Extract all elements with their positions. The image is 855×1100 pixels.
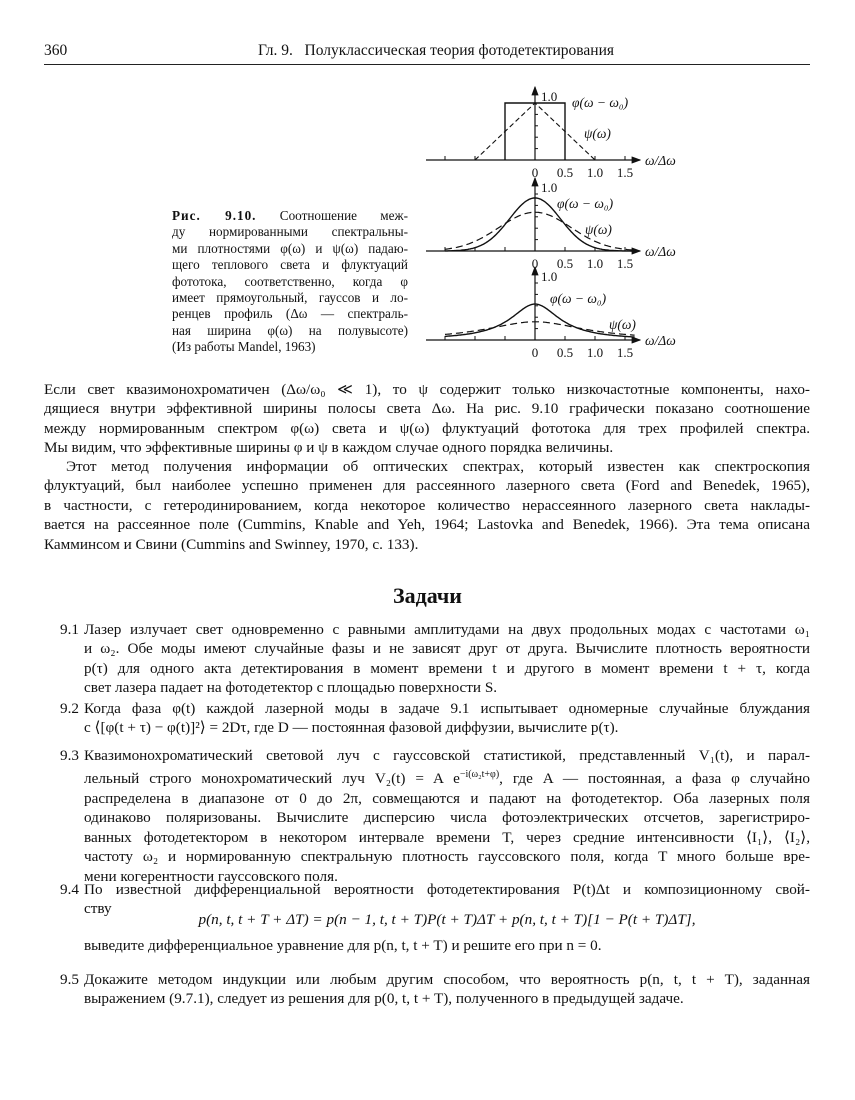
text-line: в частности, с гетеродинированием, когда некоторое количество нерассеянного лазерного света наклады- [44, 496, 810, 514]
text-line: Этот метод получения информации об оптических спектрах, который известен как спектроскопия [66, 458, 810, 475]
text-line: одинаково поляризованы. Вычислите дисперсию числа фотоэлектрических отсчетов, зарегистриро- [84, 809, 810, 827]
text-line: p(τ) для одного акта детектирования в момент времени t и другого в момент времени t + τ, когда [84, 659, 810, 677]
x-tick-label: 1.5 [616, 256, 634, 271]
text-fragment: , где A — постоянная, а фаза φ случайно [499, 770, 810, 788]
text-line [84, 765, 810, 788]
section-heading: Задачи [393, 583, 462, 608]
phi-curve [445, 304, 635, 337]
text-line: флуктуаций, был наиболее успешно применен для рассеянного лазерного света (Ford and Benedek, 1965), [44, 477, 810, 495]
equation: p(n, t, t + T + ΔT) = p(n − 1, t, t + T)P(t + T)ΔT + p(n, t, t + T)[1 − P(t + T)ΔT], [198, 911, 696, 928]
caption-label: Рис. 9.10. [172, 208, 257, 223]
caption-line: Соотношение меж- [256, 208, 408, 223]
problem-9-1 [84, 620, 810, 698]
caption-line: фототока, соответственно, когда φ [172, 273, 408, 289]
problem-9-4-continuation [84, 936, 810, 955]
text-line: Квазимонохроматический световой луч с гауссовской статистикой, представленный V₁(t), и парал- [84, 747, 810, 764]
running-title: Гл. 9. Полуклассическая теория фотодетектирования [258, 42, 615, 59]
psi-label: ψ(ω) [585, 222, 612, 237]
x-tick-label: 1.0 [586, 256, 604, 271]
exponent: −i(ω₂t+φ) [459, 769, 500, 781]
text-line: ванных фотодетектором в некотором интервале времени T, через средние интенсивности ⟨I₁⟩, ⟨I₂⟩, [84, 828, 810, 846]
x-axis-label: ω/Δω [645, 153, 676, 168]
text-line: Если свет квазимонохроматичен (Δω/ω₀ ≪ 1), то ψ содержит только низкочастотные компоненты, нахо- [44, 381, 810, 398]
text-line: выражением (9.7.1), следует из решения для p(0, t, t + T), полученного в предыдущей задаче. [84, 990, 684, 1008]
caption-line: ми плотностями φ(ω) и ψ(ω) падаю- [172, 240, 408, 256]
x-tick-label: 0 [531, 165, 539, 180]
problem-number: 9.5 [60, 971, 79, 988]
y-tick-label: 1.0 [541, 269, 558, 284]
psi-label: ψ(ω) [609, 317, 636, 332]
text-line: и ω₂. Обе моды имеют случайные фазы и не зависят друг от друга. Вычислите плотность вероятности [84, 640, 810, 658]
text-line: Докажите методом индукции или любым другим способом, что вероятность p(n, t, t + T), заданная [84, 971, 810, 988]
x-axis-label: ω/Δω [645, 333, 676, 348]
text-line: Когда фаза φ(t) каждой лазерной моды в задаче 9.1 испытывает одномерные случайные блуждания [84, 700, 810, 717]
text-line: распределена в диапазоне от 0 до 2π, совмещаются и падают на фотодетектор. Оба лазерных поля [84, 789, 810, 807]
figure-caption [172, 208, 408, 356]
x-tick-label: 1.5 [616, 165, 634, 180]
caption-line: ду нормированными спектральны- [172, 224, 408, 240]
text-line: вается на рассеянное поле (Cummins, Knable and Yeh, 1964; Lastovka and Benedek, 1966). Эта тема описана [44, 516, 810, 534]
phi-label: φ(ω − ω₀) [550, 291, 607, 306]
text-line: мени когерентности гауссовского поля. [84, 867, 338, 885]
y-tick-label: 1.0 [541, 89, 558, 104]
text-line: частоту ω₂ и нормированную спектральную плотность гауссовского поля, когда T много больше вре- [84, 848, 810, 866]
problem-number: 9.4 [60, 881, 79, 898]
paragraph-2 [44, 457, 810, 554]
text-line: с ⟨[φ(t + τ) − φ(t)]²⟩ = 2Dτ, где D — постоянная фазовой диффузии, вычислите p(τ). [84, 719, 619, 737]
text-line: Камминсом и Свини (Cummins and Swinney, 1970, с. 133). [44, 535, 419, 553]
x-tick-label: 1.0 [586, 165, 604, 180]
problem-9-3 [84, 746, 810, 886]
caption-line: ренцев профиль (Δω — спектраль- [172, 306, 408, 322]
problem-number: 9.3 [60, 747, 79, 764]
problem-number: 9.1 [60, 621, 79, 638]
x-tick-label: 0 [531, 256, 539, 271]
caption-line: имеет прямоугольный, гауссов и ло- [172, 290, 408, 306]
x-tick-label: 0 [531, 345, 539, 360]
x-tick-label: 0.5 [556, 256, 574, 271]
phi-label: φ(ω − ω₀) [557, 196, 614, 211]
x-tick-label: 0.5 [556, 165, 574, 180]
text-fragment: лельный строго монохроматический луч V₂(t) = A e [84, 770, 460, 788]
caption-line: щего теплового света и флуктуаций [172, 257, 408, 273]
page-number: 360 [44, 42, 68, 59]
text-line: Мы видим, что эффективные ширины φ и ψ в каждом случае одного порядка величины. [44, 439, 614, 457]
problem-9-5 [84, 970, 810, 1009]
psi-label: ψ(ω) [584, 126, 611, 141]
text-line: По известной дифференциальной вероятности фотодетектирования P(t)Δt и композиционному свой- [84, 881, 810, 898]
y-tick-label: 1.0 [541, 180, 558, 195]
paragraph-1 [44, 380, 810, 458]
x-tick-label: 1.5 [616, 345, 634, 360]
caption-line: ная ширина φ(ω) на полувысоте) [172, 322, 408, 338]
text-line: между нормированным спектром φ(ω) света и ψ(ω) флуктуаций фототока для трех профилей спектра. [44, 419, 810, 437]
problem-9-2 [84, 699, 810, 738]
x-tick-label: 0.5 [556, 345, 574, 360]
problem-number: 9.2 [60, 700, 79, 717]
caption-line: (Из работы Mandel, 1963) [172, 339, 316, 355]
text-line: Лазер излучает свет одновременно с равными амплитудами на двух продольных модах с частотами ω₁ [84, 621, 810, 638]
text-line: ству [84, 900, 112, 918]
x-axis-label: ω/Δω [645, 244, 676, 259]
text-line: выведите дифференциальное уравнение для p(n, t, t + T) и решите его при n = 0. [84, 937, 602, 954]
text-line: дящиеся внутри эффективной ширины полосы света Δω. На рис. 9.10 графически показано соотношение [44, 400, 810, 418]
x-tick-label: 1.0 [586, 345, 604, 360]
phi-label: φ(ω − ω₀) [572, 95, 629, 110]
text-line: свет лазера падает на фотодетектор с площадью поверхности S. [84, 679, 498, 697]
